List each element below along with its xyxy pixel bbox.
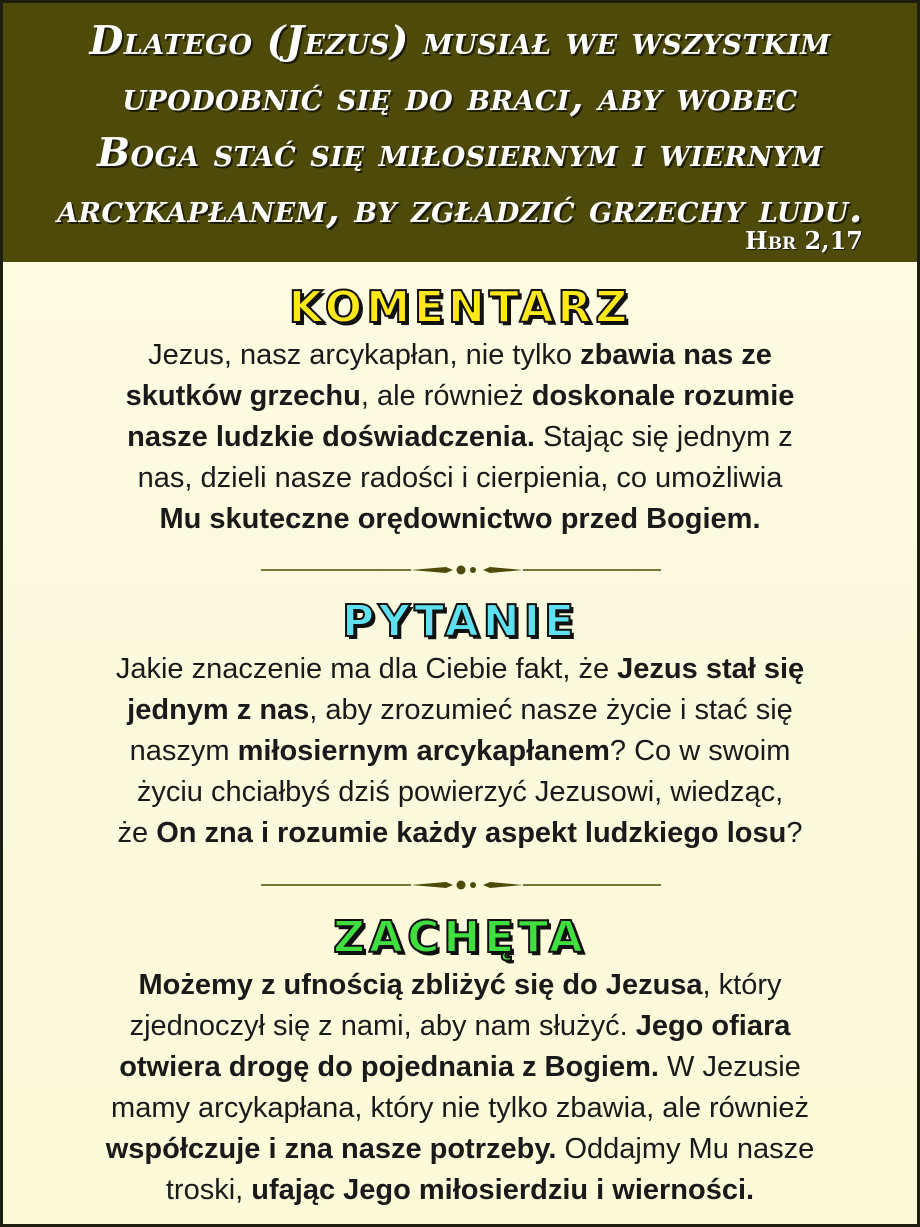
section-body-komentarz: [23, 335, 897, 540]
body-line: [23, 772, 897, 813]
bold-text-run: Jego ofiara: [635, 1010, 791, 1042]
verse-line: Dlatego (Jezus) musiał we wszystkim: [89, 18, 831, 64]
body-line: [23, 649, 897, 690]
text-run: , który: [702, 969, 782, 1001]
text-run: nas, dzieli nasze radości i cierpienia, co umożliwia: [137, 462, 783, 494]
body-line: [23, 1129, 897, 1170]
text-run: Jezus, nasz arcykapłan, nie tylko: [148, 339, 581, 371]
section-title-zacheta: ZACHĘTA: [333, 912, 587, 963]
text-run: , ale również: [360, 380, 532, 412]
section-title-pytanie: PYTANIE: [341, 596, 578, 647]
bold-text-run: współczuje i zna nasze potrzeby.: [105, 1133, 557, 1165]
text-run: ? Co w swoim: [609, 735, 791, 767]
verse-reference: Hbr 2,17: [745, 226, 863, 255]
text-run: Oddajmy Mu nasze: [556, 1133, 815, 1165]
verse-line: Boga stać się miłosiernym i wiernym: [97, 130, 823, 176]
section-body-zacheta: [23, 965, 897, 1211]
bold-text-run: Jezus stał się: [617, 653, 805, 685]
body-line: [23, 499, 897, 540]
bold-text-run: On zna i rozumie każdy aspekt ludzkiego losu: [156, 817, 787, 849]
body-line: [23, 1088, 897, 1129]
text-run: W Jezusie: [658, 1051, 801, 1083]
text-run: , aby zrozumieć nasze życie i stać się: [309, 694, 793, 726]
body-line: [23, 1006, 897, 1047]
bold-text-run: skutków grzechu: [125, 380, 361, 412]
ornament-divider: [261, 875, 661, 895]
verse-header: [3, 3, 917, 262]
text-run: mamy arcykapłana, który nie tylko zbawia, ale również: [111, 1092, 809, 1124]
verse-line: upodobnić się do braci, aby wobec: [122, 74, 798, 120]
text-run: zjednoczył się z nami, aby nam służyć.: [129, 1010, 636, 1042]
verse-line: arcykapłanem, by zgładzić grzechy ludu.: [57, 186, 863, 232]
body-line: [23, 690, 897, 731]
body-line: [23, 335, 897, 376]
body-line: [23, 813, 897, 854]
section-body-pytanie: [23, 649, 897, 854]
ornament-divider: [261, 560, 661, 580]
text-run: troski,: [165, 1174, 252, 1206]
body-line: [23, 458, 897, 499]
bold-text-run: zbawia nas ze: [580, 339, 772, 371]
text-run: że: [117, 817, 157, 849]
body-line: [23, 376, 897, 417]
bold-text-run: jednym z nas: [127, 694, 310, 726]
bold-text-run: miłosiernym arcykapłanem: [237, 735, 610, 767]
text-run: życiu chciałbyś dziś powierzyć Jezusowi, wiedząc,: [136, 776, 784, 808]
bold-text-run: Możemy z ufnością zbliżyć się do Jezusa: [138, 969, 703, 1001]
body-line: [23, 1170, 897, 1211]
body-line: [23, 965, 897, 1006]
verse-text: [3, 3, 917, 237]
bold-text-run: doskonale rozumie: [531, 380, 795, 412]
text-run: Stając się jednym z: [534, 421, 793, 453]
text-run: ?: [786, 817, 803, 849]
bold-text-run: nasze ludzkie doświadczenia.: [127, 421, 535, 453]
body-line: [23, 731, 897, 772]
body-line: [23, 1047, 897, 1088]
bold-text-run: otwiera drogę do pojednania z Bogiem.: [119, 1051, 659, 1083]
section-title-komentarz: KOMENTARZ: [288, 282, 632, 333]
bold-text-run: Mu skuteczne orędownictwo przed Bogiem.: [159, 503, 761, 535]
body-line: [23, 417, 897, 458]
text-run: naszym: [129, 735, 238, 767]
text-run: Jakie znaczenie ma dla Ciebie fakt, że: [115, 653, 618, 685]
bold-text-run: ufając Jego miłosierdziu i wierności.: [251, 1174, 755, 1206]
